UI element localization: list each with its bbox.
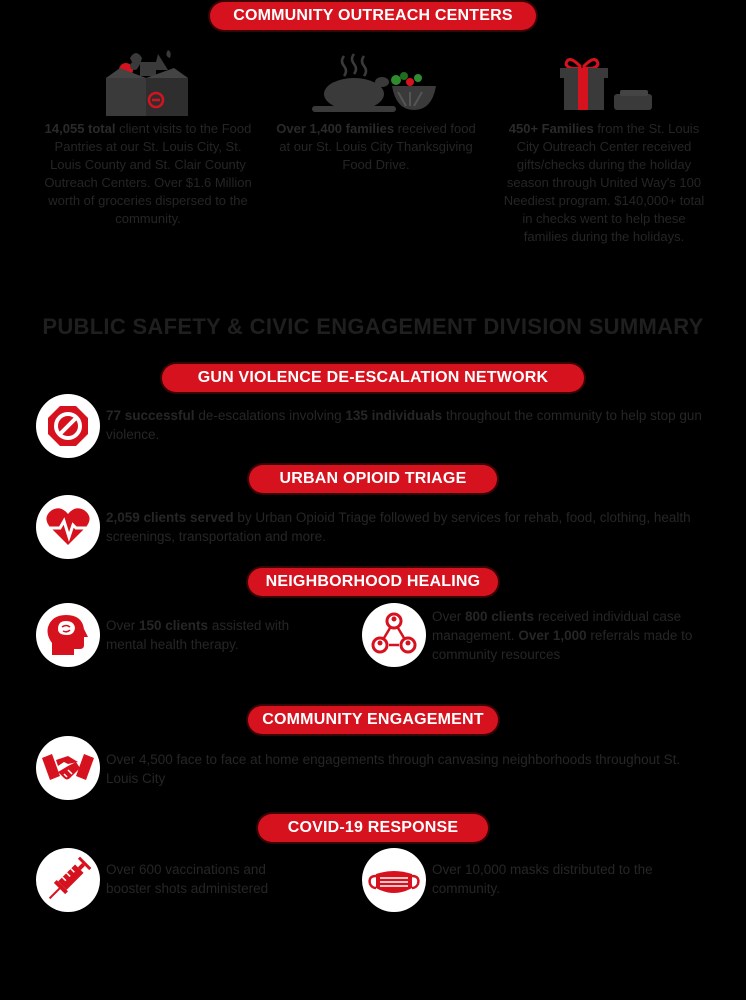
opioid-heading: URBAN OPIOID TRIAGE — [249, 465, 497, 493]
healing-right-icon-circle — [362, 603, 426, 667]
healing-left-icon-circle — [36, 603, 100, 667]
outreach-col-3: 450+ Families from the St. Louis City Outreach Center received gifts/checks during the holiday season through United Way's 100 Neediest program. $140,000+ total in checks went to help these families during the holidays. — [503, 121, 705, 244]
covid-heading: COVID-19 RESPONSE — [258, 814, 488, 842]
opioid-text: 2,059 clients served by Urban Opioid Triage followed by services for rehab, food, clothing, health screenings, transportation and more. — [106, 510, 691, 544]
engagement-text: Over 4,500 face to face at home engagements through canvasing neighborhoods throughout St. Louis City — [106, 752, 681, 786]
division-title: PUBLIC SAFETY & CIVIC ENGAGEMENT DIVISION SUMMARY — [42, 314, 704, 339]
no-symbol-icon — [36, 394, 100, 458]
turkey-dinner-icon — [310, 52, 442, 116]
engagement-heading: COMMUNITY ENGAGEMENT — [248, 706, 498, 734]
healing-heading: NEIGHBORHOOD HEALING — [248, 568, 498, 596]
healing-left-text: Over 150 clients assisted with mental health therapy. — [106, 618, 290, 652]
face-mask-icon — [362, 848, 426, 912]
heartbeat-icon — [36, 495, 100, 559]
engagement-icon-circle — [36, 736, 100, 800]
gun-icon-circle — [36, 394, 100, 458]
covid-left-icon-circle — [36, 848, 100, 912]
syringe-icon — [36, 848, 100, 912]
healing-right-text: Over 800 clients received individual case management. Over 1,000 referrals made to community resources — [432, 609, 693, 662]
covid-right-icon-circle — [362, 848, 426, 912]
gift-icon — [556, 56, 662, 112]
gun-violence-text: 77 successful de-escalations involving 135 individuals throughout the community to help stop gun violence. — [106, 408, 702, 442]
food-box-icon — [100, 46, 192, 118]
outreach-col-1: 14,055 total client visits to the Food Pantries at our St. Louis City, St. Louis County and St. Clair County Outreach Centers. Over $1.6 Million worth of groceries dispersed to the community. — [44, 121, 252, 226]
outreach-heading: COMMUNITY OUTREACH CENTERS — [210, 2, 536, 30]
network-people-icon — [362, 603, 426, 667]
handshake-icon — [36, 736, 100, 800]
opioid-icon-circle — [36, 495, 100, 559]
outreach-col-2: Over 1,400 families received food at our St. Louis City Thanksgiving Food Drive. — [276, 121, 476, 172]
brain-head-icon — [36, 603, 100, 667]
gun-violence-heading: GUN VIOLENCE DE-ESCALATION NETWORK — [162, 364, 584, 392]
covid-right-text: Over 10,000 masks distributed to the community. — [432, 862, 653, 896]
covid-left-text: Over 600 vaccinations and booster shots administered — [106, 862, 269, 896]
